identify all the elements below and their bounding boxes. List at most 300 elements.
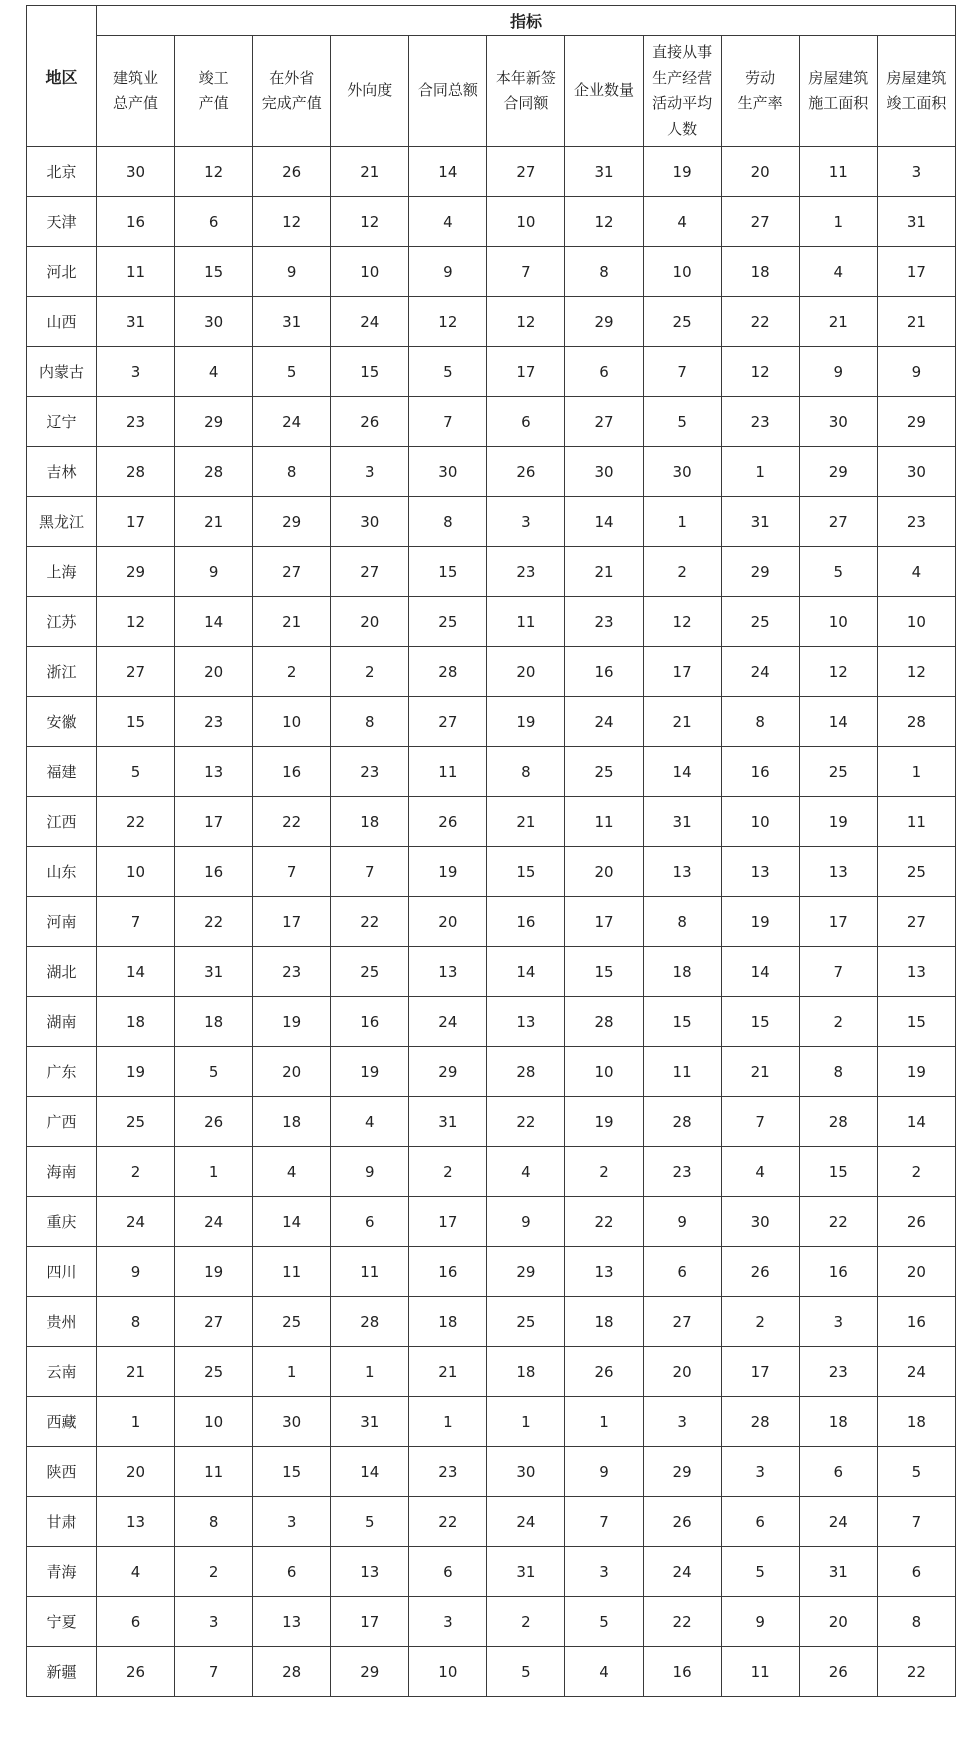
column-header-line: 人数 [667, 119, 698, 138]
rank-cell: 30 [409, 447, 487, 497]
rank-cell: 13 [97, 1497, 175, 1547]
rank-cell: 12 [97, 597, 175, 647]
region-cell: 山西 [27, 297, 97, 347]
rank-cell: 26 [253, 147, 331, 197]
rank-cell: 15 [487, 847, 565, 897]
rank-cell: 17 [409, 1197, 487, 1247]
table-row [27, 1597, 956, 1647]
rank-cell: 20 [97, 1447, 175, 1497]
column-header-line: 完成产值 [261, 94, 322, 112]
rank-cell: 10 [565, 1047, 643, 1097]
rank-cell: 18 [721, 247, 799, 297]
rank-cell: 31 [877, 197, 955, 247]
rank-cell: 28 [97, 447, 175, 497]
rank-cell: 12 [721, 347, 799, 397]
rank-cell: 26 [877, 1197, 955, 1247]
rank-cell: 25 [175, 1347, 253, 1397]
rank-cell: 7 [409, 397, 487, 447]
rank-cell: 9 [643, 1197, 721, 1247]
rank-cell: 28 [721, 1397, 799, 1447]
rank-cell: 14 [799, 697, 877, 747]
table-row [27, 947, 956, 997]
rank-cell: 29 [175, 397, 253, 447]
table-header [27, 6, 956, 147]
rank-cell: 13 [253, 1597, 331, 1647]
rank-cell: 19 [409, 847, 487, 897]
header-row-group [27, 6, 956, 36]
rank-cell: 18 [799, 1397, 877, 1447]
rank-cell: 4 [175, 347, 253, 397]
rank-cell: 12 [565, 197, 643, 247]
rank-cell: 23 [721, 397, 799, 447]
rank-cell: 12 [331, 197, 409, 247]
table-row [27, 1097, 956, 1147]
rank-cell: 11 [643, 1047, 721, 1097]
region-cell: 广东 [27, 1047, 97, 1097]
rank-cell: 29 [331, 1647, 409, 1697]
table-row [27, 797, 956, 847]
rank-cell: 30 [877, 447, 955, 497]
column-header-line: 劳动 [745, 68, 776, 87]
rank-cell: 26 [721, 1247, 799, 1297]
rank-cell: 9 [331, 1147, 409, 1197]
rank-cell: 30 [487, 1447, 565, 1497]
rank-cell: 28 [487, 1047, 565, 1097]
rank-cell: 18 [253, 1097, 331, 1147]
rank-cell: 20 [253, 1047, 331, 1097]
column-header [487, 36, 565, 147]
rank-cell: 2 [877, 1147, 955, 1197]
rank-cell: 1 [643, 497, 721, 547]
rank-cell: 22 [253, 797, 331, 847]
rank-cell: 16 [643, 1647, 721, 1697]
rank-cell: 6 [877, 1547, 955, 1597]
rank-cell: 29 [409, 1047, 487, 1097]
rank-cell: 3 [721, 1447, 799, 1497]
rank-cell: 8 [721, 697, 799, 747]
table-row [27, 697, 956, 747]
rank-cell: 16 [487, 897, 565, 947]
region-cell: 青海 [27, 1547, 97, 1597]
rank-cell: 15 [799, 1147, 877, 1197]
rank-cell: 24 [565, 697, 643, 747]
region-cell: 福建 [27, 747, 97, 797]
rank-cell: 4 [253, 1147, 331, 1197]
rank-cell: 12 [643, 597, 721, 647]
rank-cell: 10 [877, 597, 955, 647]
rank-cell: 30 [799, 397, 877, 447]
region-cell: 四川 [27, 1247, 97, 1297]
rank-cell: 26 [643, 1497, 721, 1547]
rank-cell: 9 [97, 1247, 175, 1297]
column-header [409, 36, 487, 147]
region-cell: 云南 [27, 1347, 97, 1397]
rank-cell: 11 [565, 797, 643, 847]
rank-cell: 9 [565, 1447, 643, 1497]
rank-cell: 5 [331, 1497, 409, 1547]
rank-cell: 22 [721, 297, 799, 347]
rank-cell: 17 [97, 497, 175, 547]
rank-cell: 6 [721, 1497, 799, 1547]
rank-cell: 5 [253, 347, 331, 397]
rank-cell: 11 [253, 1247, 331, 1297]
rank-cell: 4 [487, 1147, 565, 1197]
column-header-line: 产值 [198, 94, 229, 112]
rank-cell: 1 [409, 1397, 487, 1447]
column-header-line: 施工面积 [808, 94, 869, 112]
rank-cell: 1 [175, 1147, 253, 1197]
rank-cell: 19 [331, 1047, 409, 1097]
rank-cell: 1 [487, 1397, 565, 1447]
rank-cell: 8 [643, 897, 721, 947]
rank-cell: 5 [409, 347, 487, 397]
rank-cell: 25 [643, 297, 721, 347]
rank-cell: 11 [175, 1447, 253, 1497]
rank-cell: 13 [799, 847, 877, 897]
rank-cell: 4 [643, 197, 721, 247]
rank-cell: 22 [487, 1097, 565, 1147]
rank-cell: 5 [487, 1647, 565, 1697]
rank-cell: 7 [253, 847, 331, 897]
column-header [799, 36, 877, 147]
rank-cell: 16 [565, 647, 643, 697]
rank-cell: 18 [487, 1347, 565, 1397]
rank-cell: 25 [487, 1297, 565, 1347]
rank-cell: 22 [409, 1497, 487, 1547]
column-header-line: 总产值 [113, 94, 159, 112]
rank-cell: 27 [643, 1297, 721, 1347]
rank-cell: 16 [175, 847, 253, 897]
rank-cell: 23 [643, 1147, 721, 1197]
rank-cell: 4 [409, 197, 487, 247]
rank-cell: 15 [877, 997, 955, 1047]
rank-cell: 21 [253, 597, 331, 647]
rank-cell: 24 [799, 1497, 877, 1547]
rank-cell: 24 [643, 1547, 721, 1597]
rank-cell: 14 [877, 1097, 955, 1147]
rank-cell: 24 [409, 997, 487, 1047]
rank-cell: 3 [253, 1497, 331, 1547]
rank-cell: 12 [799, 647, 877, 697]
rank-cell: 10 [643, 247, 721, 297]
rank-cell: 15 [409, 547, 487, 597]
rank-cell: 14 [565, 497, 643, 547]
rank-cell: 30 [175, 297, 253, 347]
rank-cell: 6 [97, 1597, 175, 1647]
rank-cell: 13 [409, 947, 487, 997]
region-cell: 重庆 [27, 1197, 97, 1247]
rank-cell: 20 [643, 1347, 721, 1397]
rank-cell: 19 [565, 1097, 643, 1147]
rank-cell: 12 [175, 147, 253, 197]
rank-cell: 8 [565, 247, 643, 297]
header-row-columns [27, 36, 956, 147]
rank-cell: 18 [97, 997, 175, 1047]
rank-cell: 10 [409, 1647, 487, 1697]
rank-cell: 28 [799, 1097, 877, 1147]
column-header-line: 房屋建筑 [886, 68, 947, 87]
rank-cell: 29 [487, 1247, 565, 1297]
region-cell: 安徽 [27, 697, 97, 747]
rank-cell: 14 [253, 1197, 331, 1247]
table-row [27, 847, 956, 897]
rank-cell: 4 [799, 247, 877, 297]
rank-cell: 13 [175, 747, 253, 797]
rank-cell: 28 [175, 447, 253, 497]
rank-cell: 11 [331, 1247, 409, 1297]
rank-cell: 31 [97, 297, 175, 347]
rank-cell: 29 [643, 1447, 721, 1497]
rank-cell: 26 [97, 1647, 175, 1697]
region-cell: 海南 [27, 1147, 97, 1197]
region-cell: 北京 [27, 147, 97, 197]
rank-cell: 15 [565, 947, 643, 997]
rank-cell: 14 [97, 947, 175, 997]
rank-cell: 1 [721, 447, 799, 497]
table-row [27, 1447, 956, 1497]
rank-cell: 21 [643, 697, 721, 747]
rank-cell: 29 [877, 397, 955, 447]
rank-cell: 15 [721, 997, 799, 1047]
table-row [27, 1197, 956, 1247]
rank-cell: 16 [253, 747, 331, 797]
table-row [27, 147, 956, 197]
rank-cell: 3 [565, 1547, 643, 1597]
rank-cell: 2 [253, 647, 331, 697]
rank-cell: 25 [331, 947, 409, 997]
rank-cell: 29 [97, 547, 175, 597]
rank-cell: 9 [877, 347, 955, 397]
rank-cell: 31 [487, 1547, 565, 1597]
rank-cell: 18 [409, 1297, 487, 1347]
rank-cell: 20 [799, 1597, 877, 1647]
rank-cell: 9 [253, 247, 331, 297]
region-cell: 广西 [27, 1097, 97, 1147]
rank-cell: 16 [97, 197, 175, 247]
rank-cell: 7 [877, 1497, 955, 1547]
rank-cell: 8 [253, 447, 331, 497]
rank-cell: 27 [253, 547, 331, 597]
rank-cell: 24 [877, 1347, 955, 1397]
table-row [27, 297, 956, 347]
rank-cell: 26 [565, 1347, 643, 1397]
rank-cell: 15 [175, 247, 253, 297]
rank-cell: 27 [331, 547, 409, 597]
rank-cell: 30 [331, 497, 409, 547]
rank-cell: 27 [487, 147, 565, 197]
rank-cell: 14 [331, 1447, 409, 1497]
rank-cell: 12 [409, 297, 487, 347]
rank-cell: 10 [721, 797, 799, 847]
rank-cell: 6 [643, 1247, 721, 1297]
region-cell: 河北 [27, 247, 97, 297]
rank-cell: 31 [331, 1397, 409, 1447]
rank-cell: 23 [877, 497, 955, 547]
rank-cell: 27 [175, 1297, 253, 1347]
rank-cell: 27 [565, 397, 643, 447]
rank-cell: 2 [721, 1297, 799, 1347]
table-row [27, 1347, 956, 1397]
rank-cell: 4 [721, 1147, 799, 1197]
rank-cell: 20 [721, 147, 799, 197]
region-cell: 河南 [27, 897, 97, 947]
rank-cell: 17 [643, 647, 721, 697]
rank-cell: 17 [565, 897, 643, 947]
rank-cell: 1 [877, 747, 955, 797]
rank-cell: 10 [175, 1397, 253, 1447]
rank-cell: 23 [175, 697, 253, 747]
region-cell: 宁夏 [27, 1597, 97, 1647]
column-header-line: 合同总额 [417, 81, 478, 100]
rank-cell: 7 [487, 247, 565, 297]
rank-cell: 9 [721, 1597, 799, 1647]
table-row [27, 1047, 956, 1097]
rank-cell: 10 [97, 847, 175, 897]
table-row [27, 547, 956, 597]
column-header [331, 36, 409, 147]
rank-cell: 26 [331, 397, 409, 447]
rank-cell: 29 [253, 497, 331, 547]
rank-cell: 19 [175, 1247, 253, 1297]
column-header-line: 本年新签 [495, 68, 556, 87]
table-row [27, 1497, 956, 1547]
rank-cell: 11 [721, 1647, 799, 1697]
rank-cell: 21 [487, 797, 565, 847]
region-cell: 贵州 [27, 1297, 97, 1347]
rank-cell: 13 [331, 1547, 409, 1597]
column-header-line: 在外省 [269, 68, 315, 87]
rank-cell: 17 [799, 897, 877, 947]
rank-cell: 2 [409, 1147, 487, 1197]
rank-cell: 28 [253, 1647, 331, 1697]
region-cell: 甘肃 [27, 1497, 97, 1547]
table-row [27, 1297, 956, 1347]
rank-cell: 29 [565, 297, 643, 347]
rank-cell: 17 [721, 1347, 799, 1397]
rank-cell: 31 [253, 297, 331, 347]
rank-cell: 16 [877, 1297, 955, 1347]
rank-cell: 30 [253, 1397, 331, 1447]
rank-cell: 23 [331, 747, 409, 797]
region-cell: 黑龙江 [27, 497, 97, 547]
rank-cell: 23 [253, 947, 331, 997]
rank-cell: 26 [175, 1097, 253, 1147]
rank-cell: 31 [643, 797, 721, 847]
rank-cell: 4 [565, 1647, 643, 1697]
rank-cell: 2 [643, 547, 721, 597]
rank-cell: 5 [799, 547, 877, 597]
rank-cell: 10 [487, 197, 565, 247]
column-header [643, 36, 721, 147]
region-cell: 江西 [27, 797, 97, 847]
rank-cell: 15 [643, 997, 721, 1047]
rank-cell: 14 [487, 947, 565, 997]
rank-cell: 21 [877, 297, 955, 347]
rank-cell: 25 [97, 1097, 175, 1147]
column-header-line: 外向度 [347, 81, 393, 100]
column-header-line: 合同额 [503, 94, 549, 112]
table-row [27, 1547, 956, 1597]
region-cell: 上海 [27, 547, 97, 597]
rank-cell: 24 [721, 647, 799, 697]
rank-cell: 3 [487, 497, 565, 547]
region-cell: 吉林 [27, 447, 97, 497]
rank-cell: 19 [799, 797, 877, 847]
region-cell: 湖北 [27, 947, 97, 997]
rank-cell: 24 [253, 397, 331, 447]
rank-cell: 22 [877, 1647, 955, 1697]
rank-cell: 5 [643, 397, 721, 447]
rank-cell: 7 [97, 897, 175, 947]
rank-cell: 19 [721, 897, 799, 947]
rank-cell: 1 [565, 1397, 643, 1447]
rank-cell: 2 [565, 1147, 643, 1197]
rank-cell: 15 [331, 347, 409, 397]
rank-cell: 21 [721, 1047, 799, 1097]
rank-cell: 22 [565, 1197, 643, 1247]
rank-cell: 31 [175, 947, 253, 997]
table-row [27, 347, 956, 397]
rank-cell: 1 [331, 1347, 409, 1397]
ranking-table [26, 5, 956, 1697]
rank-cell: 30 [721, 1197, 799, 1247]
rank-cell: 18 [331, 797, 409, 847]
column-header-line: 房屋建筑 [808, 68, 869, 87]
rank-cell: 28 [409, 647, 487, 697]
rank-cell: 27 [409, 697, 487, 747]
rank-cell: 3 [97, 347, 175, 397]
rank-cell: 10 [253, 697, 331, 747]
rank-cell: 25 [253, 1297, 331, 1347]
rank-cell: 14 [175, 597, 253, 647]
rank-cell: 5 [175, 1047, 253, 1097]
rank-cell: 30 [643, 447, 721, 497]
rank-cell: 8 [877, 1597, 955, 1647]
rank-cell: 22 [643, 1597, 721, 1647]
table-row [27, 597, 956, 647]
rank-cell: 14 [721, 947, 799, 997]
rank-cell: 3 [799, 1297, 877, 1347]
rank-cell: 19 [643, 147, 721, 197]
rank-cell: 2 [331, 647, 409, 697]
column-header [721, 36, 799, 147]
rank-cell: 5 [721, 1547, 799, 1597]
rank-cell: 29 [799, 447, 877, 497]
rank-cell: 23 [97, 397, 175, 447]
rank-cell: 22 [97, 797, 175, 847]
table-row [27, 1397, 956, 1447]
rank-cell: 19 [877, 1047, 955, 1097]
column-header [565, 36, 643, 147]
rank-cell: 23 [409, 1447, 487, 1497]
rank-cell: 1 [97, 1397, 175, 1447]
rank-cell: 15 [253, 1447, 331, 1497]
rank-cell: 6 [799, 1447, 877, 1497]
rank-cell: 11 [877, 797, 955, 847]
rank-cell: 21 [97, 1347, 175, 1397]
column-header-line: 企业数量 [574, 81, 635, 100]
rank-cell: 3 [331, 447, 409, 497]
rank-cell: 13 [565, 1247, 643, 1297]
rank-cell: 31 [565, 147, 643, 197]
rank-cell: 20 [877, 1247, 955, 1297]
rank-cell: 30 [565, 447, 643, 497]
rank-cell: 23 [487, 547, 565, 597]
column-header-line: 活动平均 [652, 94, 713, 112]
rank-cell: 20 [487, 647, 565, 697]
rank-cell: 4 [877, 547, 955, 597]
rank-cell: 21 [331, 147, 409, 197]
